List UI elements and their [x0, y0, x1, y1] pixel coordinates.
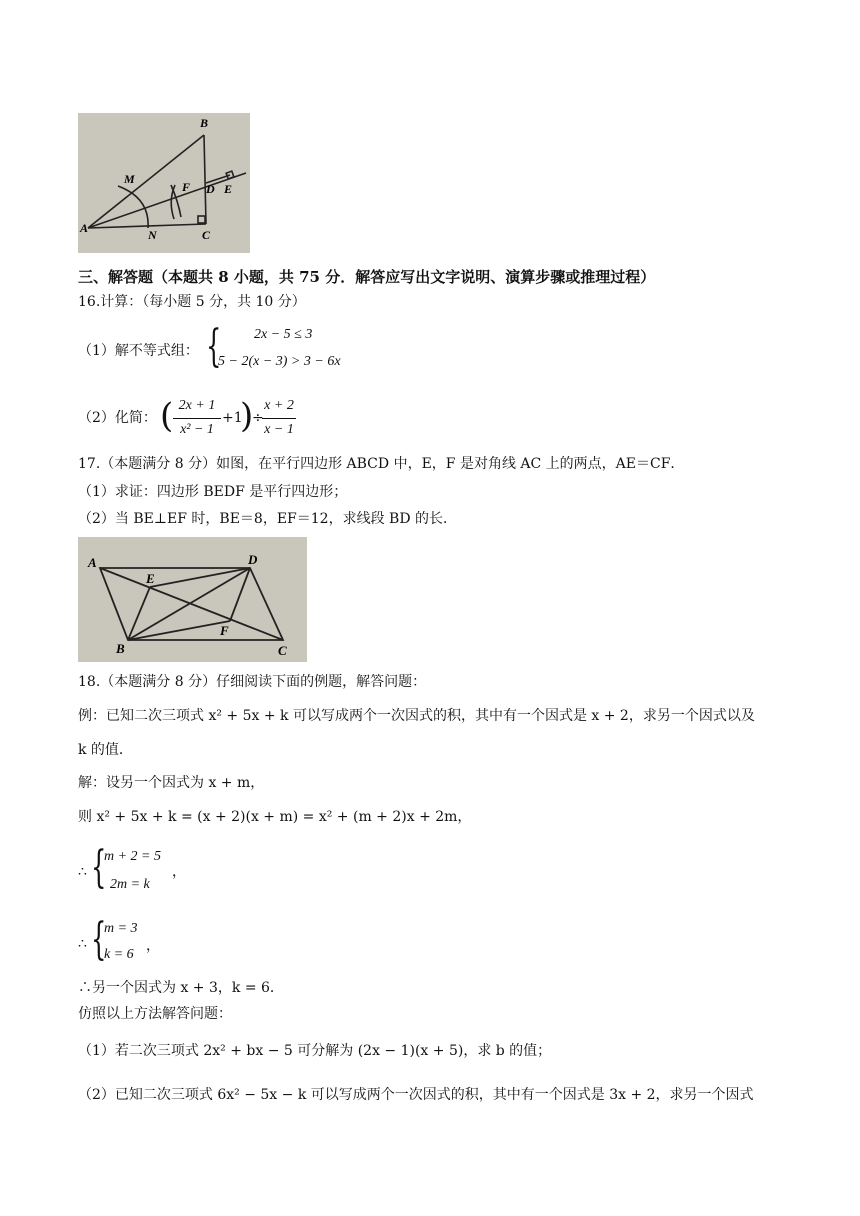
q18-system1-eq2: 2m = k — [110, 877, 150, 892]
q18-system2-brace: { — [91, 914, 107, 965]
q16-system-brace: { — [206, 321, 222, 372]
q16-fraction1-denominator: x² − 1 — [180, 422, 214, 437]
q17-line2: （1）求证：四边形 BEDF 是平行四边形； — [78, 484, 348, 500]
label-d: D — [206, 182, 215, 196]
q18-therefore-2: ∴ — [78, 936, 87, 952]
q18-example-line2: k 的值． — [78, 742, 133, 758]
q18-solution-line2: 则 x² + 5x + k = (x + 2)(x + m) = x² + (m + 2)x + 2m， — [78, 809, 472, 825]
q16-inequality-1: 2x − 5 ≤ 3 — [254, 327, 313, 342]
q16-fraction2-bar — [262, 418, 296, 419]
q16-right-paren: ) — [240, 396, 254, 436]
triangle-figure-svg — [78, 113, 250, 253]
label-e: E — [224, 182, 233, 196]
q16-left-paren: ( — [160, 396, 174, 436]
q18-system1-eq1: m + 2 = 5 — [104, 849, 162, 864]
q18-system1-brace: { — [91, 842, 107, 893]
para-label-e: E — [146, 571, 155, 586]
para-label-c: C — [278, 643, 287, 658]
q16-divide-sign: ÷ — [252, 410, 264, 426]
q16-fraction1-bar — [173, 418, 221, 419]
section3-heading: 三、解答题（本题共 8 小题，共 75 分．解答应写出文字说明、演算步骤或推理过程） — [78, 268, 656, 286]
q16-part1-label: （1）解不等式组： — [78, 343, 199, 359]
q16-title: 16.计算：（每小题 5 分，共 10 分） — [78, 294, 306, 310]
q18-title: 18.（本题满分 8 分）仔细阅读下面的例题，解答问题： — [78, 674, 427, 690]
q17-line3: （2）当 BE⊥EF 时，BE＝8，EF＝12，求线段 BD 的长． — [78, 511, 457, 527]
para-label-f: F — [220, 623, 229, 638]
q16-inequality-2: 5 − 2(x − 3) > 3 − 6x — [218, 354, 341, 369]
label-b: B — [200, 116, 209, 130]
q16-part2-label: （2）化简： — [78, 410, 157, 426]
parallelogram-figure-svg — [78, 537, 307, 662]
para-label-a: A — [88, 555, 97, 570]
label-n: N — [148, 228, 157, 242]
label-c: C — [202, 228, 211, 242]
q18-imitate: 仿照以上方法解答问题： — [78, 1006, 232, 1022]
q18-example-line1: 例：已知二次三项式 x² + 5x + k 可以写成两个一次因式的积，其中有一个因式是 x + 2，求另一个因式以及 — [78, 708, 755, 724]
q17-line1: 17.（本题满分 8 分）如图，在平行四边形 ABCD 中，E，F 是对角线 AC 上的两点，AE＝CF． — [78, 456, 685, 472]
q18-solution-line1: 解：设另一个因式为 x + m， — [78, 775, 265, 791]
label-f: F — [182, 180, 191, 194]
label-a: A — [80, 221, 89, 235]
q18-part1: （1）若二次三项式 2x² + bx − 5 可分解为 (2x − 1)(x + 5)，求 b 的值； — [78, 1043, 552, 1059]
q18-system2-comma: ， — [146, 938, 160, 954]
para-label-d: D — [248, 552, 258, 567]
q16-plus-one: +1 — [222, 410, 243, 426]
para-label-b: B — [116, 641, 125, 656]
q16-fraction2-numerator: x + 2 — [264, 398, 294, 413]
q18-part2: （2）已知二次三项式 6x² − 5x − k 可以写成两个一次因式的积，其中有一个因式是 3x + 2，求另一个因式 — [78, 1087, 754, 1103]
triangle-construction-figure — [78, 113, 250, 253]
q16-fraction1-numerator: 2x + 1 — [178, 398, 216, 413]
q16-fraction2-denominator: x − 1 — [264, 422, 294, 437]
q18-system2-eq2: k = 6 — [104, 947, 134, 962]
label-m: M — [124, 172, 135, 186]
q18-system1-comma: ， — [172, 864, 186, 880]
q18-system2-eq1: m = 3 — [104, 921, 138, 936]
q18-conclusion: ∴另一个因式为 x + 3，k = 6． — [78, 980, 284, 996]
q18-therefore-1: ∴ — [78, 864, 87, 880]
parallelogram-figure — [78, 537, 307, 662]
